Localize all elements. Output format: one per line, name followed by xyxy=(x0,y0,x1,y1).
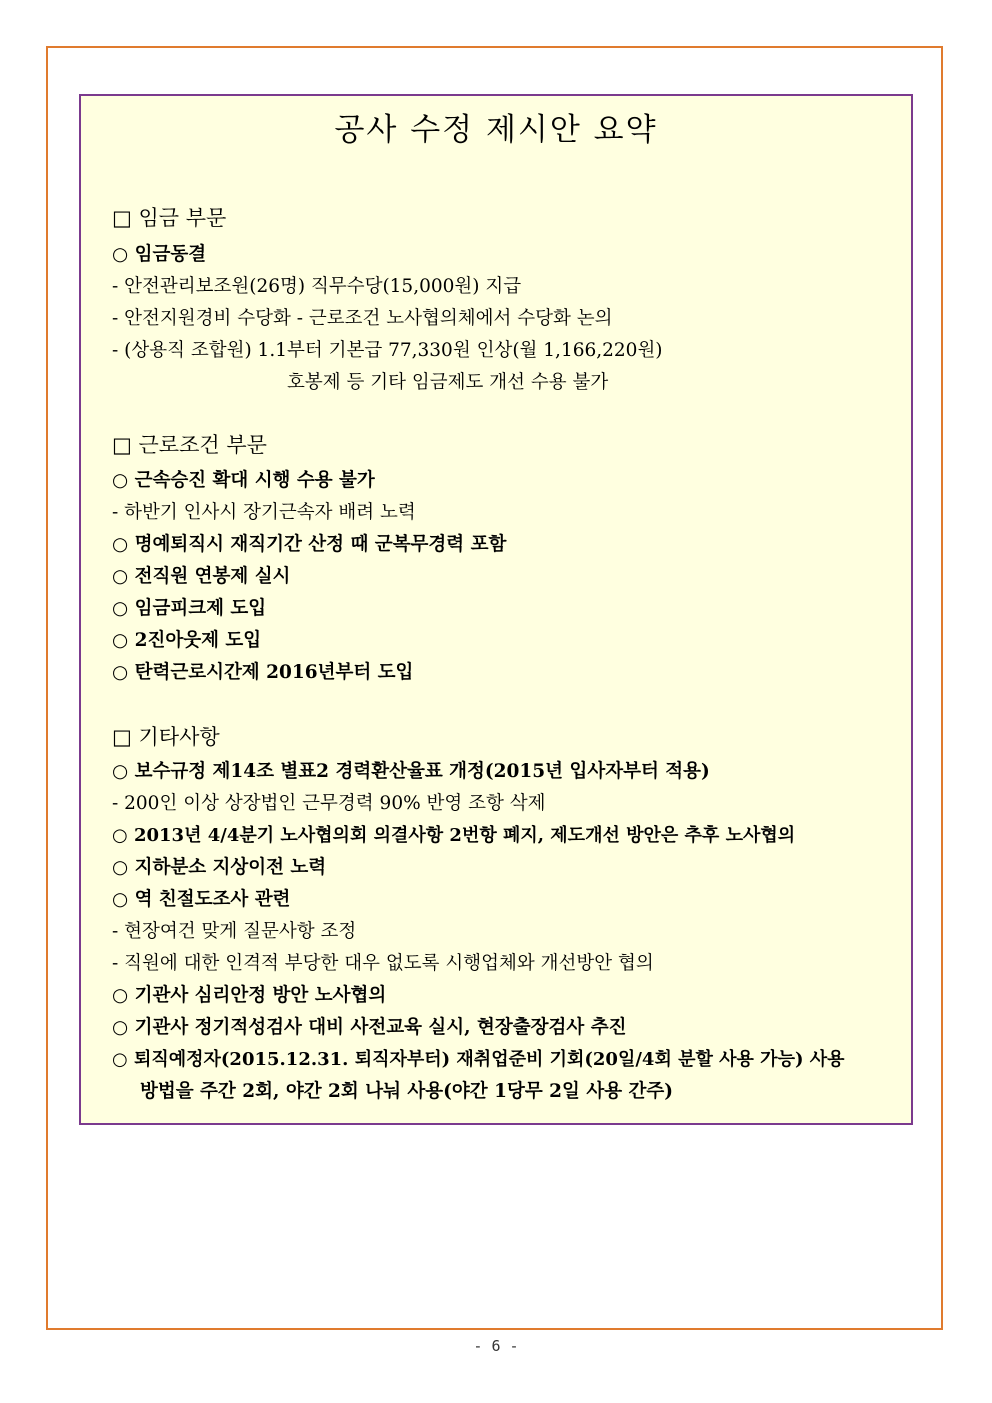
list-item: - 안전지원경비 수당화 - 근로조건 노사협의체에서 수당화 논의 xyxy=(112,308,613,329)
list-item: ○ 근속승진 확대 시행 수용 불가 xyxy=(112,470,375,491)
list-item: ○ 탄력근로시간제 2016년부터 도입 xyxy=(112,662,414,683)
section-heading-wage: □ 임금 부문 xyxy=(112,206,227,230)
list-item: - 직원에 대한 인격적 부당한 대우 없도록 시행업체와 개선방안 협의 xyxy=(112,953,654,974)
page-number: - 6 - xyxy=(473,1337,519,1355)
list-item: - 200인 이상 상장법인 근무경력 90% 반영 조항 삭제 xyxy=(112,793,546,814)
list-item: - 현장여건 맞게 질문사항 조정 xyxy=(112,921,357,942)
list-item: 방법을 주간 2회, 야간 2회 나눠 사용(야간 1당무 2일 사용 간주) xyxy=(140,1081,674,1102)
list-item: ○ 보수규정 제14조 별표2 경력환산율표 개정(2015년 입사자부터 적용) xyxy=(112,761,710,782)
list-item: ○ 기관사 심리안정 방안 노사협의 xyxy=(112,985,387,1006)
list-item: ○ 임금피크제 도입 xyxy=(112,598,267,619)
section-heading-other: □ 기타사항 xyxy=(112,725,220,749)
list-item: - 안전관리보조원(26명) 직무수당(15,000원) 지급 xyxy=(112,276,522,297)
list-item: ○ 명예퇴직시 재직기간 산정 때 군복무경력 포함 xyxy=(112,534,507,555)
list-item: ○ 기관사 정기적성검사 대비 사전교육 실시, 현장출장검사 추진 xyxy=(112,1017,627,1038)
list-item: ○ 2013년 4/4분기 노사협의회 의결사항 2번항 폐지, 제도개선 방안은 추후 노사협의 xyxy=(112,825,796,846)
list-item: - (상용직 조합원) 1.1부터 기본급 77,330원 인상(월 1,166,220원) xyxy=(112,340,663,361)
list-item: ○ 역 친절도조사 관련 xyxy=(112,889,291,910)
list-item: ○ 2진아웃제 도입 xyxy=(112,630,262,651)
list-item: ○ 임금동결 xyxy=(112,244,207,265)
list-item: ○ 전직원 연봉제 실시 xyxy=(112,566,291,587)
document-title: 공사 수정 제시안 요약 xyxy=(334,112,658,148)
section-heading-working-conditions: □ 근로조건 부문 xyxy=(112,433,267,457)
list-item: ○ 지하분소 지상이전 노력 xyxy=(112,857,327,878)
list-item: 호봉제 등 기타 임금제도 개선 수용 불가 xyxy=(287,372,609,393)
list-item: ○ 퇴직예정자(2015.12.31. 퇴직자부터) 재취업준비 기회(20일/4회 분할 사용 가능) 사용 xyxy=(112,1049,845,1070)
list-item: - 하반기 인사시 장기근속자 배려 노력 xyxy=(112,502,416,523)
